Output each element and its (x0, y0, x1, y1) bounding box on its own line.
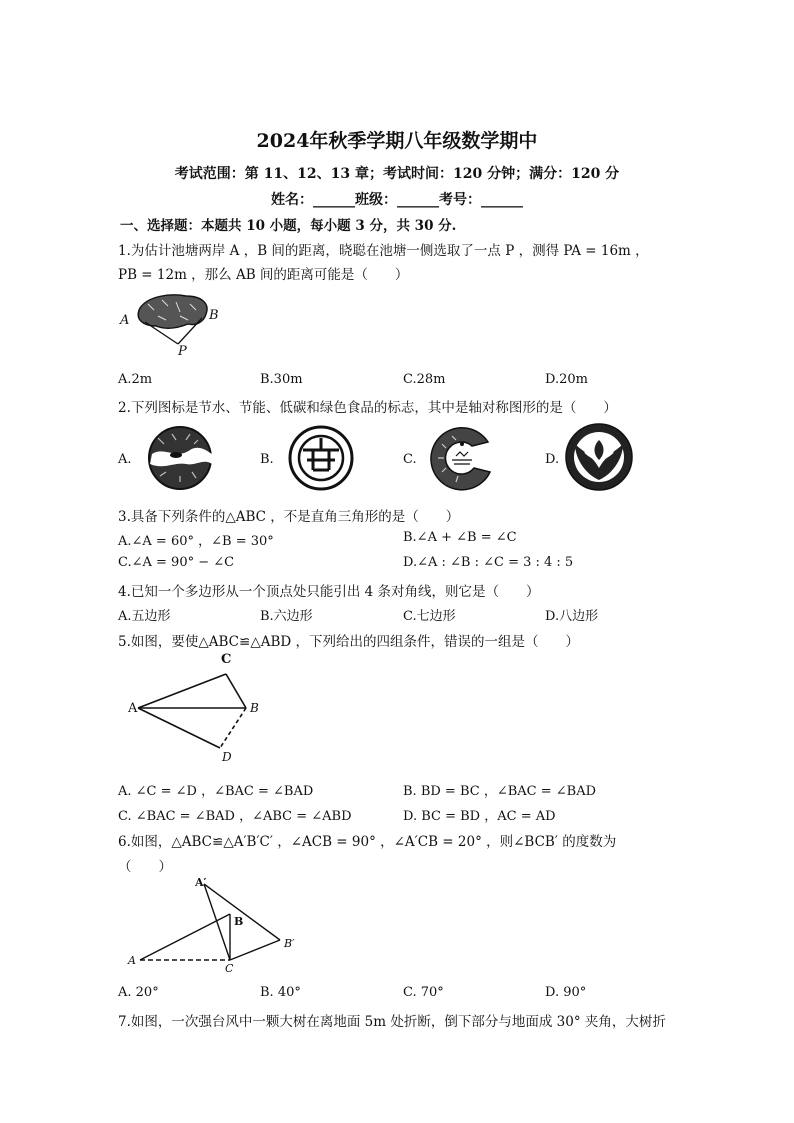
segment-A1C (204, 884, 230, 960)
q4-option-a: A.五边形 (118, 609, 171, 624)
q3-option-c: C.∠A = 90° − ∠C (118, 555, 235, 570)
q3-option-b: B.∠A + ∠B = ∠C (403, 530, 517, 545)
fig5-label-D: D (222, 750, 232, 764)
q1-stem-line2: PB = 12m ，那么 AB 间的距离可能是（ ） (118, 267, 409, 283)
green-food-logo (563, 422, 635, 492)
fig1-label-B: B (209, 308, 219, 323)
q3-option-a: A.∠A = 60° ，∠B = 30° (118, 534, 274, 549)
energy-saving-logo (287, 424, 355, 492)
q5-option-c: C. ∠BAC = ∠BAD ，∠ABC = ∠ABD (118, 809, 352, 824)
q2-option-c: C. (403, 452, 417, 467)
exam-info: 考试范围：第 11、12、13 章；考试时间：120 分钟；满分：120 分 (174, 166, 620, 182)
low-carbon-logo (428, 424, 496, 492)
q6-option-b: B. 40° (260, 985, 301, 1000)
q5-option-d: D. BC = BD ，AC = AD (403, 809, 556, 824)
fig5-label-C: C (221, 652, 232, 667)
segment-A1B1 (204, 884, 280, 940)
q6-triangles-figure (130, 878, 310, 978)
fig5-label-B: B (250, 701, 259, 715)
student-info: 姓名：______班级：______考号：______ (271, 192, 523, 208)
q6-option-c: C. 70° (403, 985, 444, 1000)
segment-BD (220, 708, 246, 748)
q4-option-c: C.七边形 (403, 609, 456, 624)
fig1-label-A: A (120, 313, 130, 328)
q1-option-c: C.28m (403, 372, 446, 387)
segment-B1C (230, 940, 280, 960)
q2-stem: 2.下列图标是节水、节能、低碳和绿色食品的标志，其中是轴对称图形的是（ ） (118, 400, 617, 416)
q6-option-d: D. 90° (545, 985, 587, 1000)
fig6-label-A: A (128, 954, 136, 967)
q7-stem: 7.如图，一次强台风中一颗大树在离地面 5m 处折断，倒下部分与地面成 30° 夹角，大树折 (118, 1014, 666, 1030)
page-title: 2024年秋季学期八年级数学期中 (256, 130, 538, 152)
segment-CB (226, 674, 246, 708)
fig6-label-A1: A′ (195, 876, 207, 889)
fig6-label-B: B (234, 915, 244, 928)
q6-stem: 6.如图，△ABC≌△A′B′C′ ，∠ACB = 90° ，∠A′CB = 20° ，则∠BCB′ 的度数为 (118, 834, 617, 850)
q3-option-d: D.∠A : ∠B : ∠C = 3 : 4 : 5 (403, 555, 574, 570)
q4-option-d: D.八边形 (545, 609, 599, 624)
water-saving-logo (146, 424, 214, 492)
q2-option-b: B. (260, 452, 274, 467)
q1-stem-line1: 1.为估计池塘两岸 A ，B 间的距离，晓聪在池塘一侧选取了一点 P ，测得 PA = 16m ， (118, 243, 649, 259)
q6-option-a: A. 20° (118, 985, 159, 1000)
q4-stem: 4.已知一个多边形从一个顶点处只能引出 4 条对角线，则它是（ ） (118, 584, 540, 600)
q3-stem: 3.具备下列条件的△ABC ，不是直角三角形的是（ ） (118, 509, 460, 525)
q1-pond-figure (118, 290, 228, 360)
segment-AD (138, 708, 220, 748)
q5-stem: 5.如图，要使△ABC≌△ABD ，下列给出的四组条件，错误的一组是（ ） (118, 634, 579, 650)
q5-option-a: A. ∠C = ∠D ，∠BAC = ∠BAD (118, 784, 314, 799)
q2-option-a: A. (118, 452, 132, 467)
fig6-label-C: C (225, 962, 234, 975)
fig1-label-P: P (178, 344, 187, 359)
q5-kite-figure (128, 660, 268, 780)
q2-option-d: D. (545, 452, 560, 467)
q4-option-b: B.六边形 (260, 609, 313, 624)
segment-AC (138, 674, 226, 708)
q1-option-a: A.2m (118, 372, 153, 387)
section-heading: 一、选择题：本题共 10 小题，每小题 3 分，共 30 分. (120, 218, 457, 234)
fig6-label-B1: B′ (284, 937, 295, 950)
fig5-label-A: A (128, 701, 138, 716)
q1-option-d: D.20m (545, 372, 588, 387)
q6-paren: （ ） (118, 859, 172, 875)
q5-option-b: B. BD = BC ，∠BAC = ∠BAD (403, 784, 597, 799)
q1-option-b: B.30m (260, 372, 303, 387)
